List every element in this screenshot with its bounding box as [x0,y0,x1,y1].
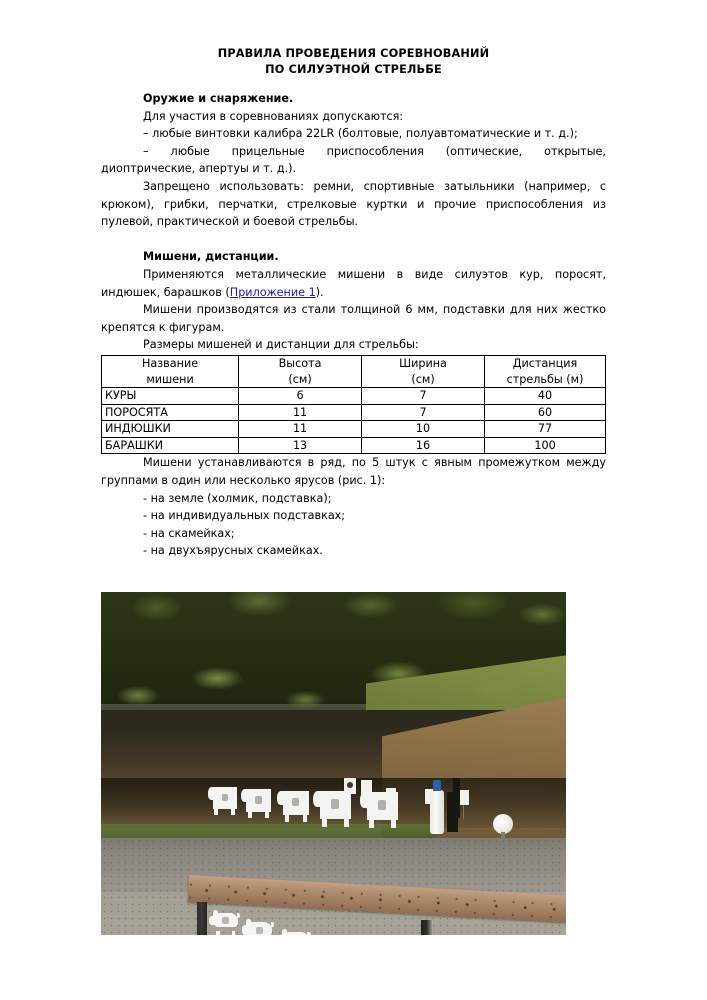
targets-materials-text [101,266,606,301]
pig-marking [256,927,263,934]
targets-sizes-lead: Размеры мишеней и дистанции для стрельбы: [143,338,419,352]
cell-target-distance: 60 [485,404,606,421]
pig-silhouette-target [283,929,309,935]
ram-head [360,792,371,808]
ram-leg [285,814,289,822]
ram-leg [344,818,349,827]
cell-target-height: 11 [239,421,362,438]
appendix-1-link[interactable]: Приложение 1 [229,285,316,299]
jug-cap-icon [433,780,441,791]
pig-ear [282,929,287,935]
pig-ear [246,919,251,925]
column-header-distance [485,355,606,387]
cell-target-name: ИНДЮШКИ [102,421,239,438]
cell-target-name: КУРЫ [102,388,239,405]
cell-target-width: 7 [362,388,485,405]
ram-marking [378,800,386,810]
pig-leg [232,931,235,935]
list-item: - на земле (холмик, подставка); [143,491,332,505]
range-post-middle [421,920,433,935]
list-item: - на скамейках; [143,526,235,540]
ram-leg [214,808,218,815]
pig-tail [307,932,311,935]
pig-snout [209,916,216,925]
cell-target-distance: 77 [485,421,606,438]
ram-head [277,791,286,805]
section-spacer [101,231,606,249]
cell-target-distance: 100 [485,437,606,454]
pig-ear [213,910,218,916]
table-row [102,437,606,454]
column-header-height-line2: (см) [288,372,312,386]
cell-target-width: 10 [362,421,485,438]
pig-leg [216,931,219,935]
section-heading-weapons: Оружие и снаряжение. [143,92,294,105]
page-title [101,46,606,77]
column-header-name-line2: мишени [146,372,194,386]
column-header-name-line1: Название [141,356,199,370]
photo-canvas [101,592,566,935]
list-item: - на двухъярусных скамейках. [143,544,323,558]
ram-leg [303,814,307,822]
page-title-line-1: ПРАВИЛА ПРОВЕДЕНИЯ СОРЕВНОВАНИЙ [217,47,490,60]
column-header-width-line1: Ширина [399,356,447,370]
range-post-near [197,902,207,935]
cell-target-width: 16 [362,437,485,454]
weapons-item-sights: – любые прицельные приспособления (оптические, открытые, диоптрические, апертуы и т. д.). [101,144,606,176]
pig-tail [237,913,240,918]
ram-leg [391,819,396,828]
column-header-name [102,355,239,387]
bullseye-icon [347,782,352,788]
cell-target-distance: 40 [485,388,606,405]
targets-steel-text: Мишени производятся из стали толщиной 6 мм, подставки для них жестко крепятся к фигурам. [101,303,606,334]
range-post-far [453,778,460,818]
ram-head [241,789,250,802]
column-header-height [239,355,362,387]
column-header-width [362,355,485,387]
weapons-intro-text: Для участия в соревнованиях допускаются: [143,109,404,123]
cell-target-name: БАРАШКИ [102,437,239,454]
ram-marking [255,796,262,804]
weapons-prohibited-text: Запрещено использовать: ремни, спортивные затыльники (например, с крюком), грибки, перчатки, стрелковые куртки и прочие приспособления из пулевой, практической и боевой стрельбы. [101,179,606,229]
ram-leg [322,818,327,827]
cell-target-height: 13 [239,437,362,454]
ram-silhouette-target [320,791,351,819]
ram-silhouette-target [283,791,309,815]
cell-target-height: 11 [239,404,362,421]
ram-marking [292,798,299,806]
ram-leg [248,811,252,818]
ram-leg [369,819,374,828]
target-sizes-table [101,355,606,455]
figure-shooting-range-photo [101,592,566,935]
section-heading-targets: Мишени, дистанции. [143,250,279,264]
ram-silhouette-target [367,792,398,820]
pig-silhouette-target [214,910,238,932]
column-header-width-line2: (см) [411,372,435,386]
pig-marking [222,917,229,924]
table-header-row [102,355,606,387]
ram-silhouette-target [246,789,271,812]
page-title-line-2: ПО СИЛУЭТНОЙ СТРЕЛЬБЕ [265,62,442,76]
ram-silhouette-target [213,787,237,809]
gong-stand-icon [501,832,504,841]
setup-options-list [101,490,606,560]
weapons-item-rifles: – любые винтовки калибра 22LR (болтовые, полуавтоматические и т. д.); [143,127,578,141]
list-item: - на индивидуальных подставках; [143,509,346,523]
setup-description-text: Мишени устанавливаются в ряд, по 5 штук с явным промежутком между группами в один или несколько ярусов (рис. 1): [101,456,606,488]
pig-silhouette-target [247,919,272,935]
target-stake-icon [463,805,464,819]
ram-head [313,791,324,807]
water-jug-prop [430,790,444,834]
round-gong-target [493,814,513,834]
table-row [102,404,606,421]
cell-target-width: 7 [362,404,485,421]
ram-head [208,787,216,800]
cell-target-name: ПОРОСЯТА [102,404,239,421]
column-header-distance-line1: Дистанция [512,356,578,370]
targets-text-before-link: Применяются металлические мишени в виде силуэтов кур, поросят, индюшек, барашков ( [101,267,606,299]
targets-text-after-link: ). [315,285,324,299]
ram-leg [231,808,235,815]
table-row [102,421,606,438]
table-row [102,388,606,405]
ram-marking [222,794,228,801]
column-header-distance-line2: стрельбы (м) [506,372,584,386]
ram-leg [265,811,269,818]
paper-target-icon [459,790,469,805]
pig-snout [242,925,250,935]
document-body [101,46,606,560]
column-header-height-line1: Высота [278,356,322,370]
ram-marking [331,799,339,809]
cell-target-height: 6 [239,388,362,405]
